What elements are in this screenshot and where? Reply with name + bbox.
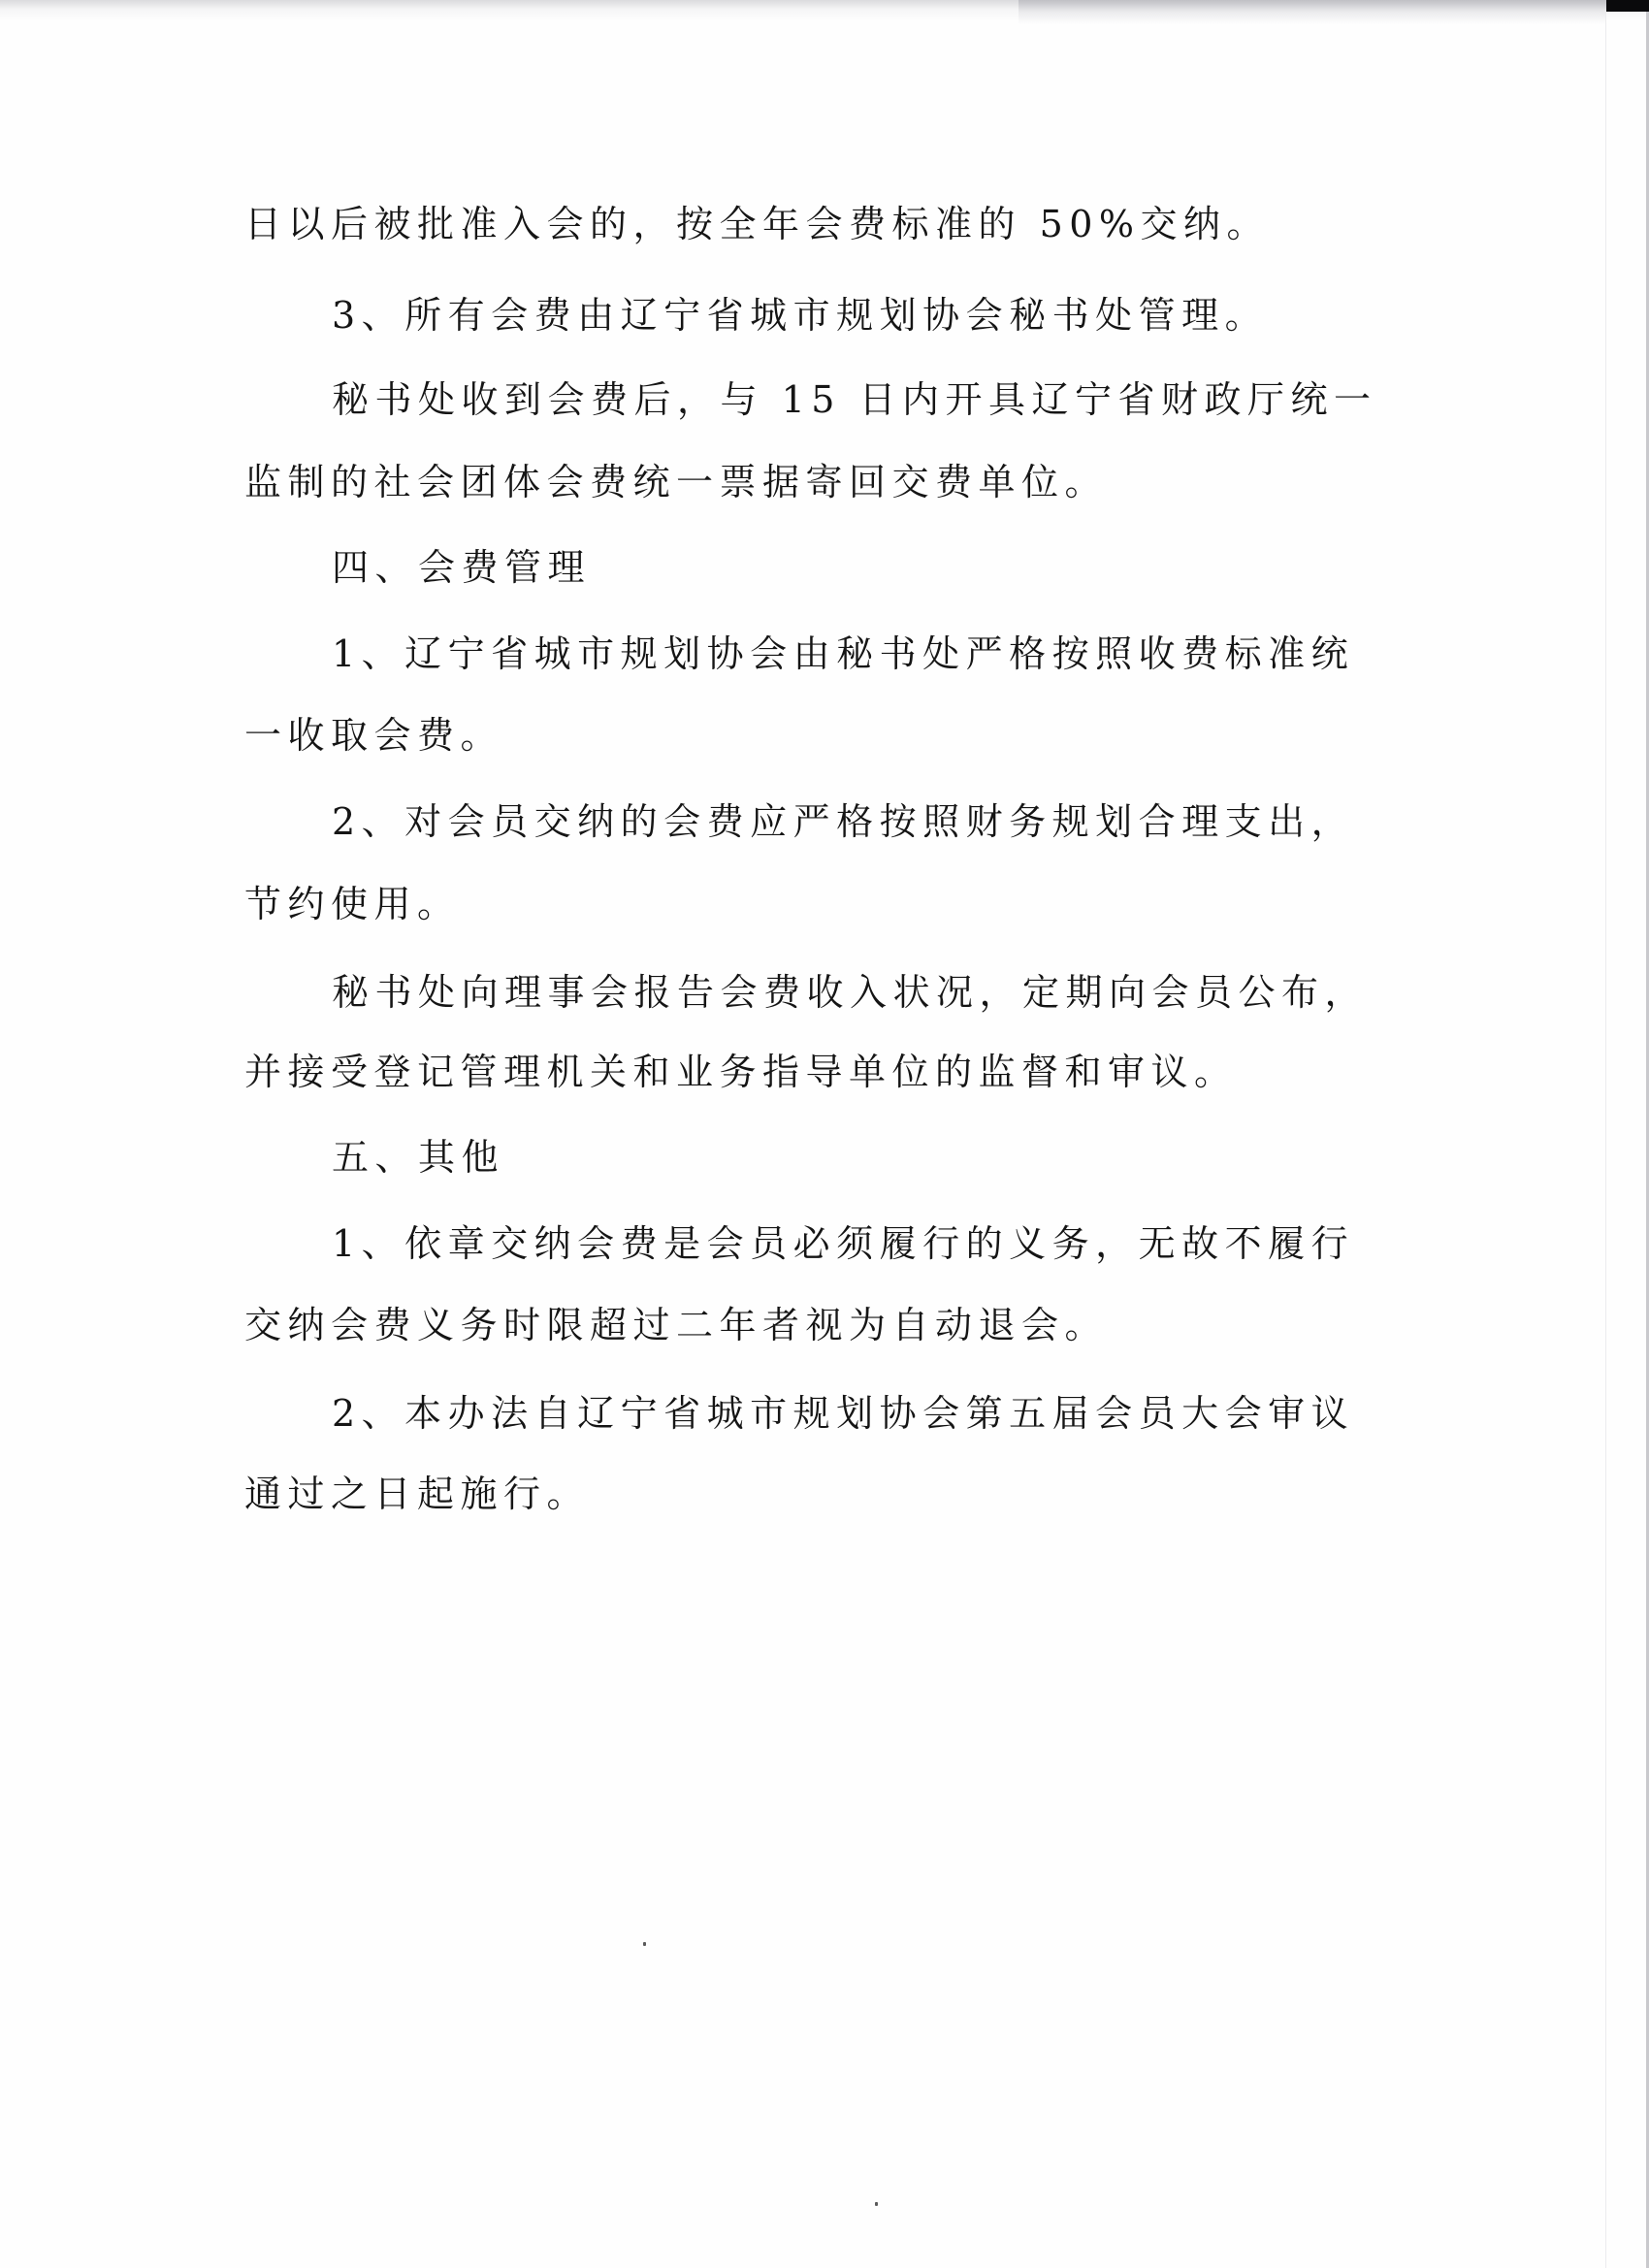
paragraph-line: 1、辽宁省城市规划协会由秘书处严格按照收费标准统 bbox=[332, 632, 1355, 675]
paragraph-line: 节约使用。 bbox=[244, 883, 461, 925]
paragraph-line: 交纳会费义务时限超过二年者视为自动退会。 bbox=[244, 1304, 1109, 1346]
scan-speck bbox=[875, 2202, 878, 2206]
paragraph-line: 通过之日起施行。 bbox=[244, 1473, 591, 1515]
paragraph-line: 一收取会费。 bbox=[244, 714, 504, 757]
section-heading-fee-management: 四、会费管理 bbox=[332, 546, 592, 589]
paragraph-line: 秘书处收到会费后，与 15 日内开具辽宁省财政厅统一 bbox=[332, 378, 1377, 421]
scan-page-edge bbox=[1605, 12, 1606, 2268]
scan-corner-mark bbox=[1606, 0, 1649, 12]
section-heading-other: 五、其他 bbox=[332, 1136, 505, 1179]
paragraph-line: 2、对会员交纳的会费应严格按照财务规划合理支出， bbox=[332, 800, 1355, 843]
scan-speck bbox=[643, 1942, 646, 1946]
paragraph-line: 2、本办法自辽宁省城市规划协会第五届会员大会审议 bbox=[332, 1392, 1355, 1435]
paragraph-line: 并接受登记管理机关和业务指导单位的监督和审议。 bbox=[244, 1051, 1238, 1093]
scan-top-shadow-right bbox=[1018, 0, 1606, 25]
paragraph-line: 监制的社会团体会费统一票据寄回交费单位。 bbox=[244, 461, 1109, 503]
paragraph-line: 秘书处向理事会报告会费收入状况，定期向会员公布， bbox=[332, 971, 1369, 1014]
paragraph-line: 1、依章交纳会费是会员必须履行的义务，无故不履行 bbox=[332, 1222, 1355, 1265]
paragraph-line: 日以后被批准入会的，按全年会费标准的 50%交纳。 bbox=[244, 203, 1271, 245]
paragraph-line: 3、所有会费由辽宁省城市规划协会秘书处管理。 bbox=[332, 294, 1269, 337]
